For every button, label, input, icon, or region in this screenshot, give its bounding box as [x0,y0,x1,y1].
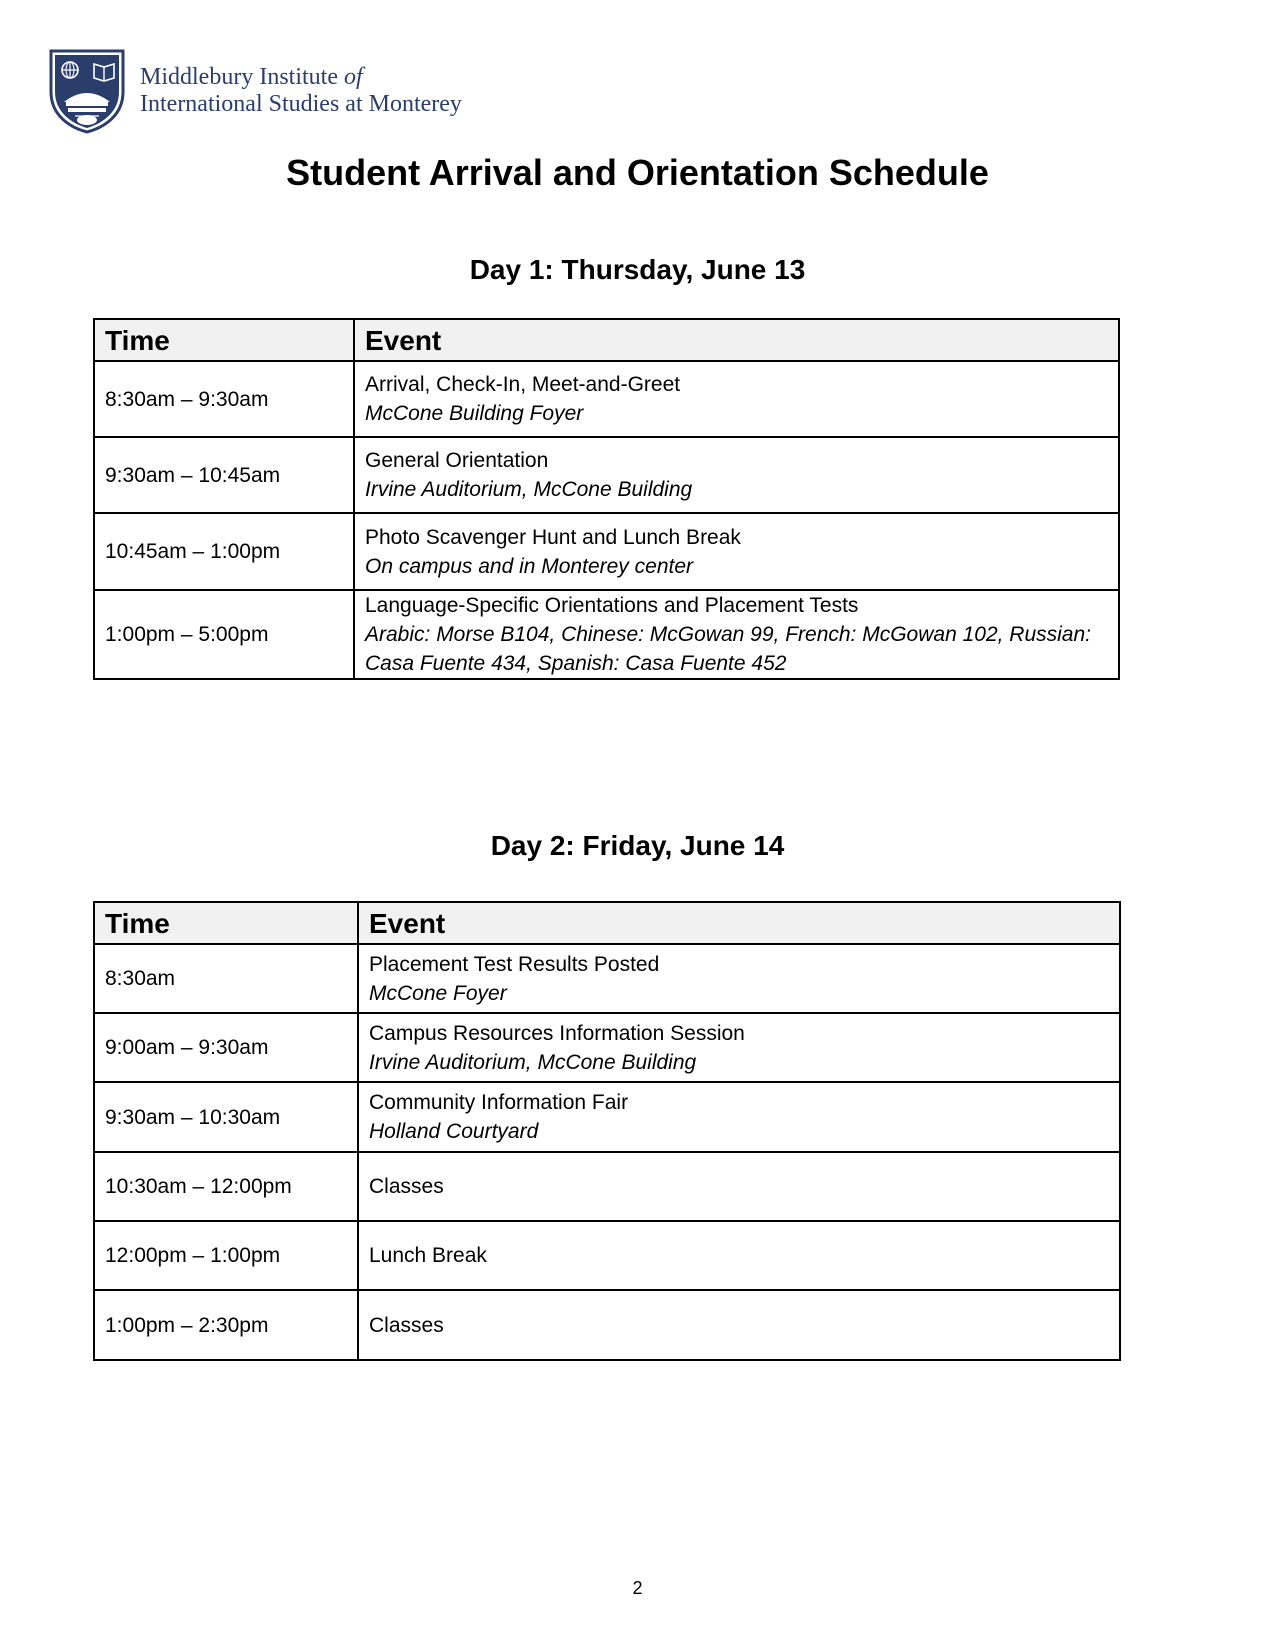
institution-line1: Middlebury Institute [140,64,338,90]
event-name: Arrival, Check-In, Meet-and-Greet [365,373,681,396]
time-cell: 8:30am [94,944,358,1013]
event-location: Irvine Auditorium, McCone Building [369,1050,697,1074]
day1-heading: Day 1: Thursday, June 13 [469,254,806,285]
event-location: McCone Foyer [369,981,507,1005]
page-number: 2 [632,1578,643,1598]
event-name: General Orientation [365,449,549,472]
time-cell: 12:00pm – 1:00pm [94,1221,358,1290]
event-location: On campus and in Monterey center [365,554,694,578]
table-row [94,1290,1120,1360]
time-cell: 9:30am – 10:45am [94,437,354,513]
event-name: Community Information Fair [369,1091,629,1114]
event-cell: Lunch Break [358,1221,1120,1290]
table-row [94,513,1119,590]
column-header-event: Event [354,319,1119,361]
event-name: Placement Test Results Posted [369,952,660,976]
event-cell [354,437,1119,513]
table-row [94,1082,1120,1152]
table-row [94,944,1120,1013]
event-cell: Classes [358,1152,1120,1221]
event-cell [354,361,1119,437]
event-location: McCone Building Foyer [365,402,584,425]
table-row [94,1221,1120,1290]
institution-of: of [343,64,363,90]
shield-icon [48,48,126,134]
event-cell [358,944,1120,1013]
event-name: Language-Specific Orientations and Placement Tests [365,594,859,617]
time-cell: 10:45am – 1:00pm [94,513,354,590]
table-row [94,590,1119,679]
table-header-row [94,902,1120,944]
event-name: Campus Resources Information Session [369,1021,745,1045]
event-location: Holland Courtyard [369,1120,539,1143]
time-cell: 1:00pm – 2:30pm [94,1290,358,1360]
page-title: Student Arrival and Orientation Schedule [286,152,989,193]
event-cell [358,1082,1120,1152]
time-cell: 10:30am – 12:00pm [94,1152,358,1221]
table-row [94,361,1119,437]
time-cell: 9:30am – 10:30am [94,1082,358,1152]
table-row [94,1013,1120,1082]
institution-line2: International Studies at Monterey [140,91,462,117]
time-cell: 1:00pm – 5:00pm [94,590,354,679]
day1-schedule-table [93,318,1120,680]
event-cell [358,1013,1120,1082]
event-cell: Classes [358,1290,1120,1360]
day2-heading: Day 2: Friday, June 14 [490,830,785,861]
event-cell [354,513,1119,590]
column-header-event: Event [358,902,1120,944]
column-header-time: Time [94,902,358,944]
time-cell: 8:30am – 9:30am [94,361,354,437]
table-header-row [94,319,1119,361]
time-cell: 9:00am – 9:30am [94,1013,358,1082]
table-row [94,1152,1120,1221]
event-location: Arabic: Morse B104, Chinese: McGowan 99, French: McGowan 102, Russian: Casa Fuente 434, Spanish: Casa Fuente 452 [365,623,1091,675]
institution-logo [48,48,462,134]
table-row [94,437,1119,513]
event-name: Photo Scavenger Hunt and Lunch Break [365,525,741,549]
column-header-time: Time [94,319,354,361]
event-location: Irvine Auditorium, McCone Building [365,478,693,501]
day2-schedule-table [93,901,1121,1361]
event-cell [354,590,1119,679]
institution-name [140,64,462,118]
